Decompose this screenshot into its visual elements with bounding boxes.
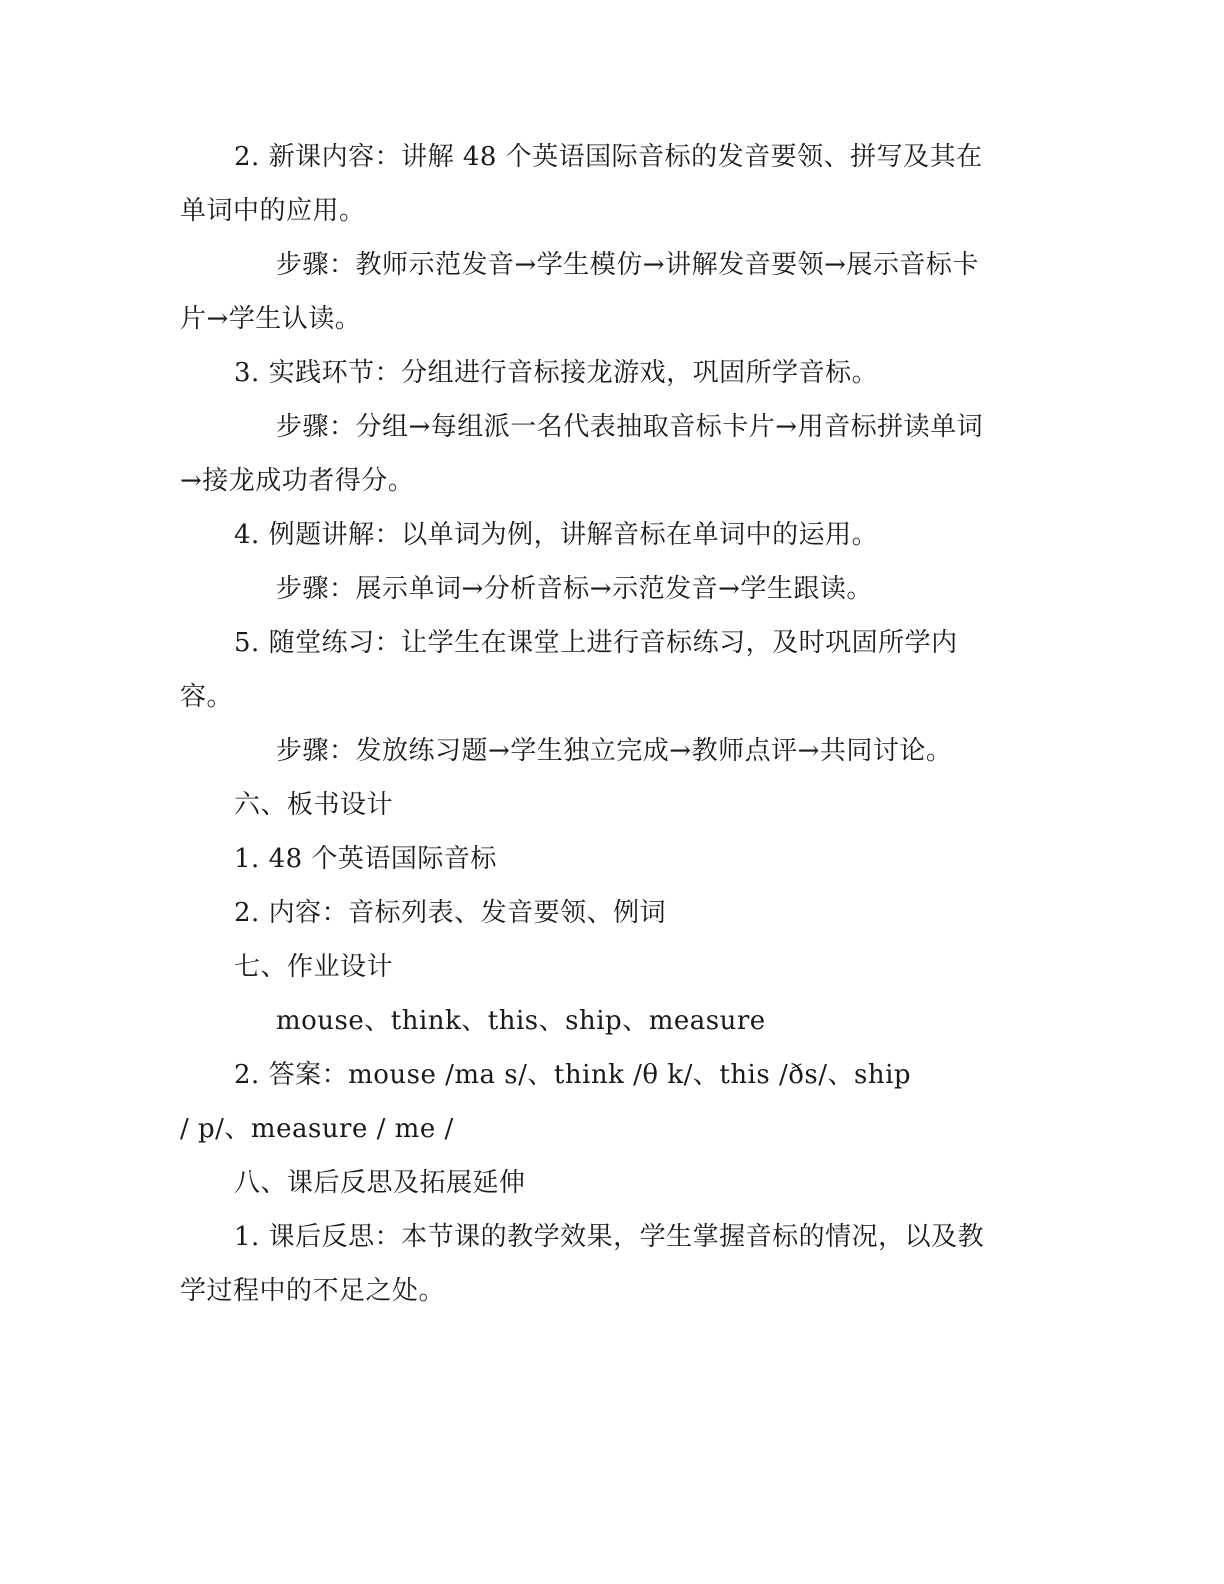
text-line: 1. 48 个英语国际音标 <box>234 844 497 874</box>
text-line: 片→学生认读。 <box>180 304 362 334</box>
text-line: 步骤：发放练习题→学生独立完成→教师点评→共同讨论。 <box>276 736 953 766</box>
text-line: 单词中的应用。 <box>180 196 366 226</box>
text-line: / p/、measure / me / <box>180 1114 454 1144</box>
text-line: 3. 实践环节：分组进行音标接龙游戏，巩固所学音标。 <box>234 358 879 388</box>
section-heading: 六、板书设计 <box>234 790 394 820</box>
text-line: 步骤：分组→每组派一名代表抽取音标卡片→用音标拼读单词 <box>276 412 984 442</box>
text-line: 学过程中的不足之处。 <box>180 1276 446 1306</box>
text-line: 步骤：展示单词→分析音标→示范发音→学生跟读。 <box>276 574 873 604</box>
text-line: 步骤：教师示范发音→学生模仿→讲解发音要领→展示音标卡 <box>276 250 979 280</box>
text-line: →接龙成功者得分。 <box>180 466 415 496</box>
text-line: 容。 <box>180 682 234 712</box>
text-line: 2. 答案：mouse /ma s/、think /θ k/、this /ðs/、ship <box>234 1060 912 1090</box>
text-line: 5. 随堂练习：让学生在课堂上进行音标练习，及时巩固所学内 <box>234 628 958 658</box>
text-line: 4. 例题讲解：以单词为例，讲解音标在单词中的运用。 <box>234 520 879 550</box>
text-line: 1. 课后反思：本节课的教学效果，学生掌握音标的情况，以及教 <box>234 1222 985 1252</box>
section-heading: 八、课后反思及拓展延伸 <box>234 1168 526 1198</box>
text-line: 2. 内容：音标列表、发音要领、例词 <box>234 898 667 928</box>
text-line: mouse、think、this、ship、measure <box>276 1006 766 1036</box>
text-line: 2. 新课内容：讲解 48 个英语国际音标的发音要领、拼写及其在 <box>234 142 983 172</box>
section-heading: 七、作业设计 <box>234 952 394 982</box>
